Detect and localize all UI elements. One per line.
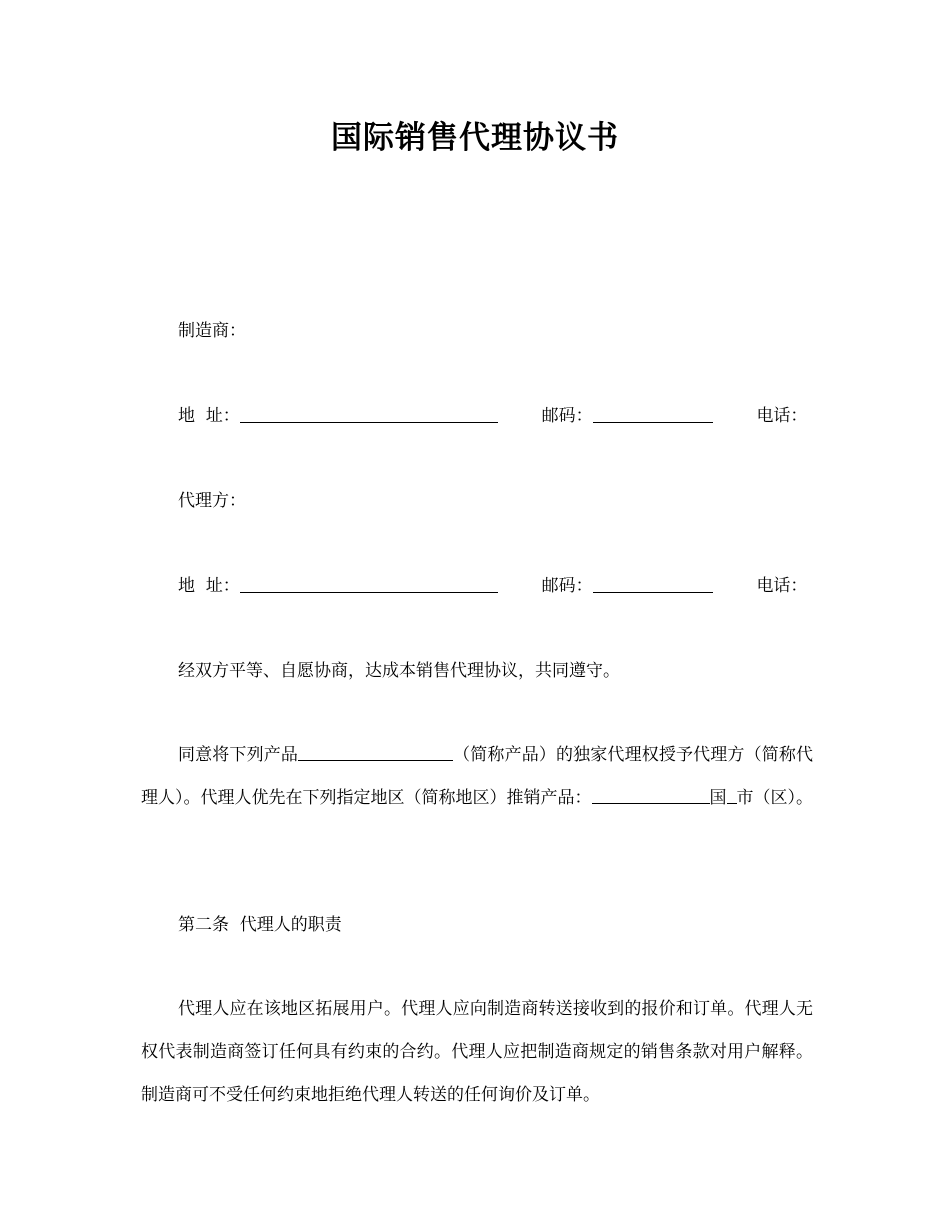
address-blank [240, 574, 498, 593]
postcode-blank [593, 574, 713, 593]
postcode-blank [593, 404, 713, 423]
clause-1-part-1: 同意将下列产品 [178, 745, 298, 765]
phone-label: 电话： [756, 576, 808, 596]
country-blank [727, 787, 737, 804]
manufacturer-contact-row [178, 404, 807, 428]
intro-text: 经双方平等、自愿协商，达成本销售代理协议，共同遵守。 [178, 661, 620, 681]
agent-contact-row [178, 574, 807, 598]
postcode-label: 邮码： [541, 406, 593, 426]
product-blank [298, 744, 453, 761]
document-title: 国际销售代理协议书 [331, 120, 619, 156]
manufacturer-label: 制造商： [178, 321, 246, 341]
address-label: 地 址： [178, 406, 240, 426]
clause-1-part-4: 市（区）。 [736, 788, 813, 808]
address-label: 地 址： [178, 576, 240, 596]
agent-label: 代理方： [178, 491, 246, 511]
clause-1-part-3: 国 [709, 788, 727, 808]
article-2-heading: 第二条 代理人的职责 [178, 915, 342, 935]
postcode-label: 邮码： [541, 576, 593, 596]
address-blank [240, 404, 498, 423]
clause-1-part-2: （简称产品）的独家代理权授予代理方（简称代理人）。代理人优先在下列指定地区（简称地区）推销产品： [141, 745, 813, 808]
clause-1-paragraph [141, 734, 813, 820]
region-blank [592, 787, 710, 804]
article-2-body: 代理人应在该地区拓展用户。代理人应向制造商转送接收到的报价和订单。代理人无权代表制造商签订任何具有约束的合约。代理人应把制造商规定的销售条款对用户解释。制造商可不受任何约束地拒绝代理人转送的任何询价及订单。 [141, 999, 813, 1105]
phone-label: 电话： [756, 406, 808, 426]
